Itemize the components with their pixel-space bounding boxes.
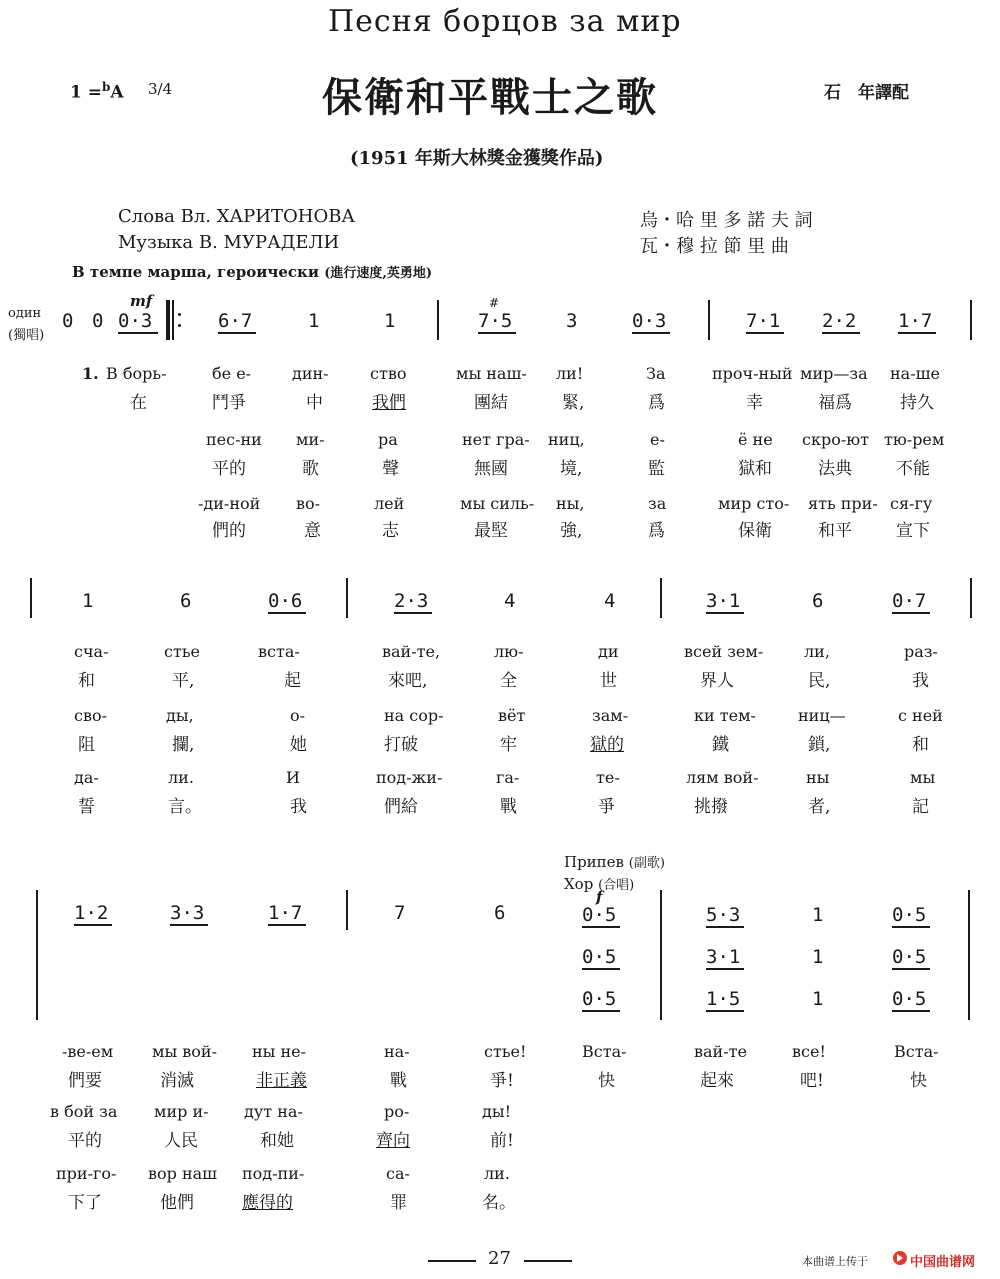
barline [708, 300, 710, 340]
solo-label-cn: (獨唱) [8, 328, 45, 343]
lyric-ru: да- [74, 768, 99, 787]
dynamic-f: f [596, 888, 603, 906]
lyric-cn: 快 [598, 1071, 615, 1091]
lyric-cn: 爭 [598, 797, 615, 817]
note: 2·3 [394, 590, 429, 612]
note: 1 [82, 590, 94, 612]
lyric-cn: 和平 [818, 521, 852, 541]
lyric-cn: 起來 [700, 1071, 734, 1091]
lyric-ru: тю-рем [884, 430, 945, 449]
solo-label-ru: один [8, 306, 42, 321]
repeat-start-barline [172, 300, 174, 340]
note: 3 [566, 310, 578, 332]
lyric-ru: вста- [258, 642, 300, 661]
beam [898, 332, 936, 334]
lyric-cn: 獄的 [590, 735, 624, 755]
lyric-ru: ли. [484, 1164, 510, 1183]
lyricist-ru: Слова Вл. ХАРИТОНОВА [118, 206, 356, 227]
lyric-ru: дин- [292, 364, 329, 383]
beam [478, 332, 516, 334]
site-logo-icon [892, 1250, 908, 1266]
lyric-cn: 她 [290, 735, 307, 755]
lyric-cn: 在 [130, 393, 147, 413]
lyric-ru: Вста- [894, 1042, 939, 1061]
lyric-cn: 鬥爭 [212, 393, 246, 413]
note: 2·2 [822, 310, 857, 332]
beam [892, 1010, 930, 1012]
lyric-ru: во- [296, 494, 321, 513]
lyric-ru: стье! [484, 1042, 527, 1061]
lyric-ru: ство [370, 364, 407, 383]
barline [36, 890, 38, 1020]
beam [268, 924, 306, 926]
lyric-ru: лям вой- [686, 768, 759, 787]
repeat-start-barline [166, 300, 170, 340]
beam [892, 926, 930, 928]
choir-note: 3·1 [706, 946, 741, 968]
beam [706, 926, 744, 928]
composer-cn: 瓦・穆 拉 節 里 曲 [640, 236, 789, 257]
barline [346, 890, 348, 930]
lyricist-cn: 烏・哈 里 多 諾 夫 詞 [640, 210, 813, 231]
lyric-ru: о- [290, 706, 306, 725]
repeat-dot [178, 324, 181, 327]
lyric-cn: 非正義 [256, 1071, 307, 1091]
beam [394, 612, 432, 614]
lyric-ru: И [286, 768, 300, 787]
lyric-cn: 爭! [490, 1071, 514, 1091]
note: 0·6 [268, 590, 303, 612]
lyric-ru: на сор- [384, 706, 444, 725]
note: 0·7 [892, 590, 927, 612]
lyric-cn: 幸 [746, 393, 763, 413]
beam [822, 332, 860, 334]
page-number-rule-right [524, 1260, 572, 1262]
title-russian: Песня борцов за мир [328, 4, 682, 39]
lyric-cn: 團結 [474, 393, 508, 413]
site-name[interactable]: 中国曲谱网 [910, 1255, 976, 1270]
barline [660, 890, 662, 1020]
lyric-ru: пес-ни [206, 430, 262, 449]
lyric-cn: 我們 [372, 393, 406, 413]
refrain-ru: Припев [564, 853, 624, 871]
page-number: 27 [488, 1248, 511, 1269]
refrain-cn: (副歌) [628, 856, 665, 871]
lyric-ru: ниц— [798, 706, 846, 725]
lyric-cn: 最堅 [474, 521, 508, 541]
note: 6 [494, 902, 506, 924]
lyric-cn: 挑撥 [694, 797, 728, 817]
key-note: A [110, 82, 124, 103]
title-chinese: 保衛和平戰士之歌 [322, 74, 658, 121]
choir-note: 1·5 [706, 988, 741, 1010]
barline [970, 300, 972, 340]
lyric-ru: раз- [904, 642, 938, 661]
lyric-cn: 戰 [390, 1071, 407, 1091]
lyric-cn: 宣下 [896, 521, 930, 541]
choir-cn: (合唱) [598, 878, 635, 893]
beam [218, 332, 256, 334]
lyric-cn: 界人 [700, 671, 734, 691]
barline [30, 578, 32, 618]
time-signature: 3/4 [148, 80, 173, 98]
lyric-cn: 監 [648, 459, 665, 479]
lyric-cn: 鐵 [712, 735, 729, 755]
beam [706, 968, 744, 970]
lyric-cn: 無國 [474, 459, 508, 479]
lyric-ru: мы [910, 768, 936, 787]
lyric-cn: 法典 [818, 459, 852, 479]
lyric-cn: 中 [306, 393, 323, 413]
lyric-ru: вор наш [148, 1164, 218, 1183]
lyric-cn: 應得的 [242, 1193, 293, 1213]
lyric-cn: 我 [290, 797, 307, 817]
note: 0·3 [632, 310, 667, 332]
note: 6 [812, 590, 824, 612]
lyric-cn: 民, [808, 671, 831, 691]
note: 4 [504, 590, 516, 612]
beam [632, 332, 670, 334]
lyric-ru: ди [598, 642, 619, 661]
lyric-cn: 牢 [500, 735, 517, 755]
lyric-ru: мы силь- [460, 494, 535, 513]
lyric-ru: бе е- [212, 364, 252, 383]
lyric-cn: 來吧, [388, 671, 428, 691]
lyric-ru: мы вой- [152, 1042, 217, 1061]
lyric-cn: 人民 [164, 1131, 198, 1151]
lyric-ru: Вста- [582, 1042, 627, 1061]
lyric-ru: при-го- [56, 1164, 117, 1183]
lyric-cn: 們要 [68, 1071, 102, 1091]
lyric-ru: мы наш- [456, 364, 527, 383]
key-signature [70, 80, 124, 103]
lyric-ru: под-пи- [242, 1164, 305, 1183]
lyric-cn: 爲 [648, 393, 665, 413]
lyric-cn: 戰 [500, 797, 517, 817]
lyric-cn: 們的 [212, 521, 246, 541]
lyric-cn: 我 [912, 671, 929, 691]
lyric-ru: на- [384, 1042, 410, 1061]
lyric-ru: ниц, [548, 430, 585, 449]
lyric-ru: сча- [74, 642, 109, 661]
lyric-ru: ро- [384, 1102, 410, 1121]
lyric-ru: ми- [296, 430, 325, 449]
note: 3·1 [706, 590, 741, 612]
note: 7·1 [746, 310, 781, 332]
lyric-ru: ли. [168, 768, 194, 787]
lyric-ru: ё не [738, 430, 773, 449]
lyric-ru: те- [596, 768, 620, 787]
lyric-ru: сво- [74, 706, 108, 725]
lyric-ru: ды! [482, 1102, 512, 1121]
lyric-cn: 世 [600, 671, 617, 691]
tempo-ru: В темпе марша, героически [72, 263, 320, 281]
lyric-ru: ра [378, 430, 398, 449]
lyric-cn: 他們 [160, 1193, 194, 1213]
choir-note: 1 [812, 988, 824, 1010]
pickup-note: 0 [62, 310, 74, 332]
lyric-ru: ны, [556, 494, 585, 513]
note: 1·2 [74, 902, 109, 924]
lyric-cn: 齊向 [376, 1131, 410, 1151]
flat-sign: b [102, 80, 111, 94]
lyric-ru: ны [806, 768, 830, 787]
pickup-note: 0 [92, 310, 104, 332]
beam [746, 332, 784, 334]
choir-note: 0·5 [892, 988, 927, 1010]
note: 4 [604, 590, 616, 612]
lyric-cn: 平, [172, 671, 195, 691]
lyric-cn: 爲 [648, 521, 665, 541]
lyric-ru: -ве-ем [62, 1042, 114, 1061]
choir-note: 5·3 [706, 904, 741, 926]
lyric-cn: 和 [78, 671, 95, 691]
lyric-cn: 境, [560, 459, 583, 479]
lyric-ru: с ней [898, 706, 943, 725]
lyric-ru: ся-гу [890, 494, 933, 513]
note: 7·5 [478, 310, 513, 332]
note: 6·7 [218, 310, 253, 332]
lyric-ru: на-ше [890, 364, 940, 383]
beam [706, 1010, 744, 1012]
lyric-ru: в бой за [50, 1102, 118, 1121]
lyric-ru: всей зем- [684, 642, 764, 661]
lyric-cn: 名。 [482, 1193, 516, 1213]
lyric-cn: 攔, [172, 735, 195, 755]
tempo-marking [72, 262, 432, 281]
lyric-ru: скро-ют [802, 430, 870, 449]
lyric-ru: -ди-ной [198, 494, 261, 513]
award-note: (1951 年斯大林獎金獲獎作品) [350, 148, 604, 169]
beam [582, 968, 620, 970]
lyric-ru: лю- [494, 642, 524, 661]
lyric-cn: 意 [304, 521, 321, 541]
beam [582, 1010, 620, 1012]
choir-note: 0·5 [892, 904, 927, 926]
lyric-ru: вёт [498, 706, 526, 725]
lyric-ru: вай-те, [382, 642, 441, 661]
lyric-cn: 福爲 [818, 393, 852, 413]
choir-note: 1 [812, 946, 824, 968]
lyric-ru: мир—за [800, 364, 868, 383]
lyric-cn: 平的 [68, 1131, 102, 1151]
lyric-cn: 歌 [302, 459, 319, 479]
note: 1 [384, 310, 396, 332]
lyric-cn: 前! [490, 1131, 514, 1151]
lyric-ru: В борь- [106, 364, 167, 383]
note: 7 [394, 902, 406, 924]
beam [892, 968, 930, 970]
lyric-ru: За [646, 364, 666, 383]
beam [170, 924, 208, 926]
repeat-dot [178, 313, 181, 316]
lyric-ru: стье [164, 642, 200, 661]
note: 6 [180, 590, 192, 612]
barline [437, 300, 439, 340]
lyric-ru: под-жи- [376, 768, 443, 787]
lyric-cn: 消滅 [160, 1071, 194, 1091]
dynamic-mf: mf [130, 292, 153, 310]
arranger-credit: 石 年譯配 [824, 83, 909, 103]
lyric-cn: 緊, [562, 393, 585, 413]
beam [74, 924, 112, 926]
lyric-ru: ды, [166, 706, 194, 725]
beam [892, 612, 930, 614]
barline [346, 578, 348, 618]
lyric-cn: 者, [808, 797, 831, 817]
tempo-cn: (進行速度,英勇地) [324, 266, 433, 281]
lyric-ru: за [648, 494, 667, 513]
lyric-ru: е- [650, 430, 665, 449]
choir-note: 1 [812, 904, 824, 926]
lyric-cn: 誓 [78, 797, 95, 817]
choir-note: 0·5 [582, 988, 617, 1010]
lyric-cn: 獄和 [738, 459, 772, 479]
lyric-cn: 不能 [896, 459, 930, 479]
lyric-cn: 持久 [900, 393, 934, 413]
composer-ru: Музыка В. МУРАДЕЛИ [118, 232, 340, 253]
lyric-cn: 吧! [800, 1071, 824, 1091]
note: 1·7 [268, 902, 303, 924]
lyric-ru: ли! [556, 364, 584, 383]
sharp-sign: # [489, 296, 500, 310]
lyric-cn: 言。 [168, 797, 202, 817]
barline [968, 890, 970, 1020]
lyric-ru: нет гра- [462, 430, 530, 449]
lyric-ru: лей [374, 494, 405, 513]
choir-ru: Хор [564, 875, 594, 893]
beam [582, 926, 620, 928]
lyric-ru: все! [792, 1042, 826, 1061]
lyric-cn: 下了 [68, 1193, 102, 1213]
note: 1 [308, 310, 320, 332]
verse-number: 1. [82, 364, 99, 383]
lyric-cn: 平的 [212, 459, 246, 479]
lyric-ru: са- [386, 1164, 410, 1183]
choir-note: 0·5 [892, 946, 927, 968]
lyric-cn: 記 [912, 797, 929, 817]
lyric-ru: дут на- [244, 1102, 303, 1121]
lyric-cn: 阻 [78, 735, 95, 755]
beam [706, 612, 744, 614]
lyric-cn: 保衛 [738, 521, 772, 541]
choir-note: 0·5 [582, 904, 617, 926]
lyric-cn: 起 [284, 671, 301, 691]
lyric-cn: 全 [500, 671, 517, 691]
lyric-cn: 聲 [382, 459, 399, 479]
choir-note: 0·5 [582, 946, 617, 968]
lyric-ru: зам- [592, 706, 629, 725]
lyric-cn: 強, [560, 521, 583, 541]
key-prefix: 1 = [70, 82, 102, 103]
barline [970, 578, 972, 618]
lyric-cn: 鎖, [808, 735, 831, 755]
note: 3·3 [170, 902, 205, 924]
lyric-cn: 和 [912, 735, 929, 755]
lyric-ru: ять при- [808, 494, 878, 513]
lyric-ru: мир и- [154, 1102, 209, 1121]
lyric-ru: вай-те [694, 1042, 747, 1061]
lyric-cn: 快 [910, 1071, 927, 1091]
lyric-ru: ны не- [252, 1042, 307, 1061]
lyric-ru: ли, [804, 642, 830, 661]
lyric-ru: мир сто- [718, 494, 790, 513]
upload-note: 本曲谱上传于 [802, 1255, 868, 1268]
beam [118, 332, 158, 334]
lyric-ru: ки тем- [694, 706, 756, 725]
pickup-note: 0·3 [118, 310, 153, 332]
lyric-cn: 和她 [260, 1131, 294, 1151]
refrain-label [564, 852, 665, 871]
lyric-cn: 打破 [384, 735, 418, 755]
lyric-cn: 罪 [390, 1193, 407, 1213]
lyric-cn: 們給 [384, 797, 418, 817]
lyric-ru: проч-ный [712, 364, 793, 383]
page-number-rule-left [428, 1260, 476, 1262]
beam [268, 612, 306, 614]
lyric-cn: 志 [382, 521, 399, 541]
note: 1·7 [898, 310, 933, 332]
lyric-ru: га- [496, 768, 520, 787]
barline [660, 578, 662, 618]
